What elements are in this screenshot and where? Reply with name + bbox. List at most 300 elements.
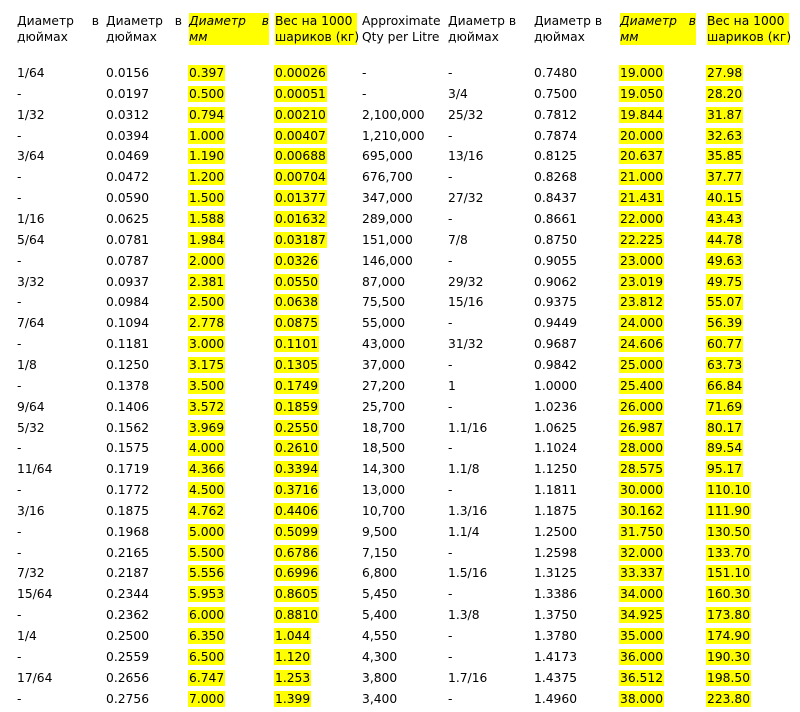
cell-inch-fraction: 17/64 — [17, 670, 53, 685]
cell-inch-fraction: - — [17, 545, 22, 560]
cell-diameter-mm-2: 22.225 — [620, 232, 664, 247]
cell-qty-per-litre: 1,210,000 — [362, 128, 425, 143]
header-word: в — [91, 14, 99, 28]
cell-qty-per-litre: 7,150 — [362, 545, 398, 560]
header-line-1 — [189, 13, 269, 29]
cell-qty-per-litre: 347,000 — [362, 191, 413, 206]
cell-inch-decimal-2: 0.9687 — [534, 337, 578, 352]
header-line-2: дюймах — [448, 30, 499, 44]
cell-weight-per-1000-2: 174.90 — [707, 629, 751, 643]
cell-weight-per-1000: 0.1749 — [275, 378, 319, 393]
header-line-1 — [620, 13, 696, 29]
header-word: Диаметр — [17, 14, 74, 28]
cell-weight-per-1000-2: 63.73 — [707, 357, 743, 372]
cell-diameter-mm-2: 28.000 — [620, 441, 664, 456]
cell-qty-per-litre: 18,700 — [362, 420, 406, 435]
cell-weight-per-1000: 0.01377 — [275, 191, 326, 206]
column-header-qty-per-litre — [362, 13, 442, 45]
cell-inch-fraction: - — [17, 378, 22, 393]
cell-weight-per-1000: 0.1859 — [275, 399, 319, 414]
cell-diameter-mm-2: 25.000 — [620, 357, 664, 372]
cell-inch-fraction-2: 7/8 — [448, 232, 468, 247]
cell-inch-decimal-2: 1.4173 — [534, 649, 578, 664]
cell-weight-per-1000-2: 56.39 — [707, 316, 743, 331]
cell-qty-per-litre: 3,800 — [362, 670, 398, 685]
cell-inch-decimal-2: 0.8437 — [534, 191, 578, 206]
header-word: в — [688, 14, 696, 28]
header-line-2: мм — [620, 29, 696, 45]
cell-inch-decimal-2: 0.7812 — [534, 107, 578, 122]
column-header-inch-fraction-2 — [448, 13, 524, 45]
cell-diameter-mm: 0.794 — [189, 107, 225, 122]
cell-diameter-mm: 1.984 — [189, 232, 225, 247]
cell-inch-fraction: 1/16 — [17, 212, 45, 226]
cell-inch-decimal: 0.0394 — [106, 128, 150, 143]
header-line-1 — [106, 13, 182, 29]
cell-inch-fraction: - — [17, 608, 22, 623]
cell-weight-per-1000-2: 37.77 — [707, 170, 743, 185]
cell-qty-per-litre: 4,300 — [362, 649, 398, 664]
cell-diameter-mm: 3.572 — [189, 399, 225, 414]
cell-inch-fraction-2: - — [448, 587, 453, 602]
cell-inch-decimal-2: 1.4375 — [534, 670, 578, 685]
cell-weight-per-1000-2: 43.43 — [707, 212, 743, 226]
cell-inch-fraction-2: - — [448, 691, 453, 706]
cell-inch-fraction-2: 3/4 — [448, 86, 468, 101]
cell-diameter-mm-2: 23.812 — [620, 295, 664, 310]
cell-inch-fraction: - — [17, 649, 22, 664]
cell-weight-per-1000-2: 28.20 — [707, 86, 743, 101]
cell-inch-fraction-2: - — [448, 66, 453, 80]
cell-diameter-mm: 1.200 — [189, 170, 225, 185]
cell-inch-fraction: - — [17, 191, 22, 206]
cell-inch-decimal-2: 1.3386 — [534, 587, 578, 602]
cell-weight-per-1000: 0.2550 — [275, 420, 319, 435]
cell-inch-decimal-2: 1.1811 — [534, 483, 578, 497]
cell-weight-per-1000-2: 89.54 — [707, 441, 743, 456]
cell-diameter-mm-2: 30.162 — [620, 503, 664, 518]
cell-qty-per-litre: 75,500 — [362, 295, 406, 310]
cell-qty-per-litre: - — [362, 86, 367, 101]
cell-weight-per-1000-2: 80.17 — [707, 420, 743, 435]
cell-inch-decimal: 0.1406 — [106, 399, 150, 414]
cell-inch-decimal: 0.2559 — [106, 649, 150, 664]
cell-weight-per-1000: 0.00704 — [275, 170, 326, 185]
cell-inch-fraction-2: - — [448, 170, 453, 185]
cell-weight-per-1000-2: 27.98 — [707, 66, 743, 80]
cell-diameter-mm: 1.000 — [189, 128, 225, 143]
cell-inch-fraction-2: - — [448, 545, 453, 560]
cell-inch-fraction: 11/64 — [17, 462, 53, 477]
cell-inch-fraction: - — [17, 441, 22, 456]
cell-inch-decimal: 0.0984 — [106, 295, 150, 310]
cell-diameter-mm-2: 26.987 — [620, 420, 664, 435]
cell-diameter-mm-2: 34.925 — [620, 608, 664, 623]
cell-diameter-mm: 6.350 — [189, 629, 225, 643]
cell-diameter-mm-2: 23.000 — [620, 253, 664, 268]
cell-inch-decimal: 0.0625 — [106, 212, 150, 226]
cell-weight-per-1000-2: 31.87 — [707, 107, 743, 122]
cell-inch-decimal-2: 0.9842 — [534, 357, 578, 372]
header-line-1: Вес на 1000 — [275, 13, 357, 29]
cell-weight-per-1000-2: 66.84 — [707, 378, 743, 393]
cell-qty-per-litre: 4,550 — [362, 629, 398, 643]
header-line-2: шариков (кг) — [275, 30, 360, 44]
cell-weight-per-1000: 1.120 — [275, 649, 311, 664]
cell-weight-per-1000-2: 32.63 — [707, 128, 743, 143]
cell-inch-fraction: - — [17, 524, 22, 539]
cell-weight-per-1000: 0.00407 — [275, 128, 326, 143]
header-word: Диаметр — [106, 14, 163, 28]
cell-diameter-mm-2: 28.575 — [620, 462, 664, 477]
cell-inch-decimal: 0.2165 — [106, 545, 150, 560]
cell-inch-fraction: - — [17, 337, 22, 352]
cell-inch-decimal-2: 1.2598 — [534, 545, 578, 560]
cell-weight-per-1000-2: 49.63 — [707, 253, 743, 268]
cell-weight-per-1000: 0.00210 — [275, 107, 326, 122]
cell-inch-decimal: 0.0590 — [106, 191, 150, 206]
column-header-inch-fraction — [17, 13, 99, 45]
header-word: Диаметр — [620, 14, 677, 28]
cell-diameter-mm: 0.397 — [189, 66, 225, 80]
header-line-1: Вес на 1000 — [707, 13, 789, 29]
cell-qty-per-litre: 9,500 — [362, 524, 398, 539]
cell-diameter-mm-2: 23.019 — [620, 274, 664, 289]
cell-weight-per-1000-2: 173.80 — [707, 608, 751, 623]
cell-inch-decimal-2: 0.8750 — [534, 232, 578, 247]
cell-qty-per-litre: 146,000 — [362, 253, 413, 268]
cell-weight-per-1000: 0.01632 — [275, 212, 326, 226]
cell-diameter-mm-2: 38.000 — [620, 691, 664, 706]
cell-weight-per-1000: 1.253 — [275, 670, 311, 685]
cell-inch-decimal-2: 1.4960 — [534, 691, 578, 706]
cell-inch-fraction-2: - — [448, 357, 453, 372]
cell-inch-decimal: 0.2344 — [106, 587, 150, 602]
cell-diameter-mm-2: 33.337 — [620, 566, 664, 581]
cell-qty-per-litre: 43,000 — [362, 337, 406, 352]
cell-inch-decimal-2: 0.9062 — [534, 274, 578, 289]
column-header-inch-decimal-2 — [534, 13, 614, 45]
cell-weight-per-1000: 0.6786 — [275, 545, 319, 560]
cell-diameter-mm: 3.969 — [189, 420, 225, 435]
cell-inch-decimal-2: 1.2500 — [534, 524, 578, 539]
cell-diameter-mm-2: 22.000 — [620, 212, 664, 226]
cell-inch-decimal: 0.1094 — [106, 316, 150, 331]
header-line-1: Диаметр в — [448, 14, 517, 28]
cell-qty-per-litre: 37,000 — [362, 357, 406, 372]
cell-inch-fraction: - — [17, 128, 22, 143]
cell-inch-fraction: - — [17, 295, 22, 310]
cell-weight-per-1000-2: 40.15 — [707, 191, 743, 206]
cell-diameter-mm-2: 24.606 — [620, 337, 664, 352]
cell-inch-fraction-2: - — [448, 399, 453, 414]
cell-diameter-mm: 2.000 — [189, 253, 225, 268]
cell-inch-fraction-2: - — [448, 128, 453, 143]
cell-inch-decimal: 0.2362 — [106, 608, 150, 623]
cell-inch-decimal-2: 1.1024 — [534, 441, 578, 456]
cell-diameter-mm-2: 24.000 — [620, 316, 664, 331]
cell-diameter-mm: 1.190 — [189, 149, 225, 164]
cell-inch-decimal: 0.2656 — [106, 670, 150, 685]
cell-diameter-mm-2: 32.000 — [620, 545, 664, 560]
cell-weight-per-1000: 0.3716 — [275, 483, 319, 497]
cell-inch-fraction-2: 13/16 — [448, 149, 484, 164]
cell-qty-per-litre: 676,700 — [362, 170, 413, 185]
cell-weight-per-1000-2: 151.10 — [707, 566, 751, 581]
cell-inch-fraction-2: - — [448, 316, 453, 331]
cell-inch-fraction: 3/64 — [17, 149, 45, 164]
cell-qty-per-litre: 10,700 — [362, 503, 406, 518]
cell-weight-per-1000-2: 71.69 — [707, 399, 743, 414]
cell-inch-fraction: - — [17, 483, 22, 497]
cell-inch-decimal: 0.1968 — [106, 524, 150, 539]
cell-qty-per-litre: 3,400 — [362, 691, 398, 706]
cell-weight-per-1000-2: 44.78 — [707, 232, 743, 247]
cell-qty-per-litre: 25,700 — [362, 399, 406, 414]
cell-inch-fraction: 1/4 — [17, 629, 37, 643]
cell-diameter-mm: 2.500 — [189, 295, 225, 310]
cell-qty-per-litre: 13,000 — [362, 483, 406, 497]
cell-diameter-mm-2: 36.512 — [620, 670, 664, 685]
cell-diameter-mm: 4.762 — [189, 503, 225, 518]
cell-diameter-mm: 6.000 — [189, 608, 225, 623]
cell-diameter-mm: 5.000 — [189, 524, 225, 539]
cell-inch-fraction-2: - — [448, 253, 453, 268]
header-word: Диаметр — [189, 14, 246, 28]
cell-diameter-mm: 2.778 — [189, 316, 225, 331]
cell-inch-fraction-2: 1.1/4 — [448, 524, 480, 539]
cell-weight-per-1000: 0.0638 — [275, 295, 319, 310]
cell-diameter-mm-2: 21.431 — [620, 191, 664, 206]
cell-qty-per-litre: 695,000 — [362, 149, 413, 164]
cell-inch-decimal: 0.0472 — [106, 170, 150, 185]
cell-diameter-mm: 4.000 — [189, 441, 225, 456]
cell-inch-decimal: 0.0787 — [106, 253, 150, 268]
cell-inch-decimal: 0.2756 — [106, 691, 150, 706]
cell-inch-decimal-2: 1.0000 — [534, 378, 578, 393]
cell-inch-decimal: 0.1250 — [106, 357, 150, 372]
cell-diameter-mm: 6.747 — [189, 670, 225, 685]
header-line-1: Approximate — [362, 14, 441, 28]
column-header-diameter-mm-2 — [620, 13, 696, 45]
cell-diameter-mm: 4.366 — [189, 462, 225, 477]
cell-diameter-mm-2: 30.000 — [620, 483, 664, 497]
cell-weight-per-1000: 0.6996 — [275, 566, 319, 581]
cell-inch-fraction: - — [17, 691, 22, 706]
cell-inch-decimal: 0.0469 — [106, 149, 150, 164]
cell-inch-decimal: 0.1719 — [106, 462, 150, 477]
cell-diameter-mm-2: 20.637 — [620, 149, 664, 164]
cell-diameter-mm-2: 31.750 — [620, 524, 664, 539]
column-header-diameter-mm — [189, 13, 269, 45]
cell-inch-fraction: 3/32 — [17, 274, 45, 289]
cell-inch-fraction: - — [17, 86, 22, 101]
cell-diameter-mm-2: 19.000 — [620, 66, 664, 80]
cell-inch-decimal-2: 0.8661 — [534, 212, 578, 226]
header-line-2: мм — [189, 29, 269, 45]
cell-inch-fraction-2: 1.7/16 — [448, 670, 488, 685]
cell-inch-fraction-2: 1.3/16 — [448, 503, 488, 518]
cell-inch-fraction: - — [17, 170, 22, 185]
cell-qty-per-litre: 55,000 — [362, 316, 406, 331]
cell-inch-fraction-2: 25/32 — [448, 107, 484, 122]
cell-inch-fraction: 15/64 — [17, 587, 53, 602]
cell-qty-per-litre: 5,400 — [362, 608, 398, 623]
header-line-2: Qty per Litre — [362, 30, 440, 44]
cell-inch-fraction: 7/32 — [17, 566, 45, 581]
cell-inch-decimal-2: 1.1875 — [534, 503, 578, 518]
cell-inch-fraction-2: 1.3/8 — [448, 608, 480, 623]
cell-diameter-mm-2: 19.050 — [620, 86, 664, 101]
cell-weight-per-1000-2: 111.90 — [707, 503, 751, 518]
cell-weight-per-1000: 0.0875 — [275, 316, 319, 331]
cell-weight-per-1000: 0.3394 — [275, 462, 319, 477]
cell-inch-decimal-2: 1.3780 — [534, 629, 578, 643]
cell-weight-per-1000-2: 130.50 — [707, 524, 751, 539]
cell-weight-per-1000: 0.8810 — [275, 608, 319, 623]
cell-inch-decimal-2: 1.0625 — [534, 420, 578, 435]
header-word: в — [261, 14, 269, 28]
cell-inch-fraction: 7/64 — [17, 316, 45, 331]
cell-diameter-mm: 3.175 — [189, 357, 225, 372]
cell-inch-decimal: 0.2187 — [106, 566, 150, 581]
header-line-2: дюймах — [106, 30, 157, 44]
cell-inch-fraction-2: - — [448, 649, 453, 664]
cell-diameter-mm-2: 35.000 — [620, 629, 664, 643]
cell-qty-per-litre: 87,000 — [362, 274, 406, 289]
cell-inch-decimal-2: 0.7480 — [534, 66, 578, 80]
column-header-weight-per-1000-2 — [707, 13, 792, 45]
cell-weight-per-1000-2: 110.10 — [707, 483, 751, 497]
cell-weight-per-1000-2: 95.17 — [707, 462, 743, 477]
cell-inch-decimal: 0.1181 — [106, 337, 150, 352]
cell-inch-decimal: 0.1562 — [106, 420, 150, 435]
cell-inch-decimal-2: 0.8125 — [534, 149, 578, 164]
cell-inch-decimal-2: 0.8268 — [534, 170, 578, 185]
cell-weight-per-1000: 0.1101 — [275, 337, 319, 352]
cell-inch-decimal: 0.1875 — [106, 503, 150, 518]
cell-weight-per-1000: 0.4406 — [275, 503, 319, 518]
cell-qty-per-litre: 5,450 — [362, 587, 398, 602]
header-line-2: дюймах — [534, 30, 585, 44]
cell-inch-fraction: 1/8 — [17, 357, 37, 372]
cell-diameter-mm: 3.500 — [189, 378, 225, 393]
cell-inch-fraction: 5/32 — [17, 420, 45, 435]
cell-inch-fraction: 3/16 — [17, 503, 45, 518]
header-word: в — [174, 14, 182, 28]
cell-inch-decimal: 0.1772 — [106, 483, 150, 497]
cell-inch-decimal: 0.0937 — [106, 274, 150, 289]
cell-inch-fraction-2: 27/32 — [448, 191, 484, 206]
cell-qty-per-litre: 27,200 — [362, 378, 406, 393]
cell-qty-per-litre: 18,500 — [362, 441, 406, 456]
cell-diameter-mm: 0.500 — [189, 86, 225, 101]
cell-inch-decimal-2: 0.7874 — [534, 128, 578, 143]
cell-qty-per-litre: 6,800 — [362, 566, 398, 581]
cell-weight-per-1000: 1.399 — [275, 691, 311, 706]
cell-diameter-mm: 3.000 — [189, 337, 225, 352]
cell-inch-fraction-2: - — [448, 629, 453, 643]
cell-inch-fraction-2: - — [448, 441, 453, 456]
cell-weight-per-1000-2: 223.80 — [707, 691, 751, 706]
cell-inch-fraction-2: 1 — [448, 378, 456, 393]
cell-weight-per-1000: 0.8605 — [275, 587, 319, 602]
cell-diameter-mm: 7.000 — [189, 691, 225, 706]
cell-weight-per-1000-2: 133.70 — [707, 545, 751, 560]
header-line-2: дюймах — [17, 30, 68, 44]
cell-weight-per-1000: 0.2610 — [275, 441, 319, 456]
cell-weight-per-1000-2: 55.07 — [707, 295, 743, 310]
cell-inch-fraction-2: 1.1/16 — [448, 420, 488, 435]
cell-inch-decimal: 0.2500 — [106, 629, 150, 643]
cell-diameter-mm: 5.500 — [189, 545, 225, 560]
cell-inch-fraction: 1/64 — [17, 66, 45, 80]
cell-weight-per-1000: 0.0550 — [275, 274, 319, 289]
cell-diameter-mm-2: 20.000 — [620, 128, 664, 143]
cell-weight-per-1000-2: 60.77 — [707, 337, 743, 352]
header-line-2: шариков (кг) — [707, 30, 792, 44]
cell-inch-fraction-2: 1.1/8 — [448, 462, 480, 477]
cell-qty-per-litre: 2,100,000 — [362, 107, 425, 122]
cell-weight-per-1000: 1.044 — [275, 629, 311, 643]
cell-inch-decimal-2: 0.9375 — [534, 295, 578, 310]
cell-diameter-mm: 4.500 — [189, 483, 225, 497]
cell-inch-fraction-2: - — [448, 483, 453, 497]
cell-inch-decimal-2: 0.7500 — [534, 86, 578, 101]
cell-weight-per-1000: 0.00026 — [275, 66, 326, 80]
cell-inch-fraction: 1/32 — [17, 107, 45, 122]
cell-inch-decimal: 0.0197 — [106, 86, 150, 101]
cell-inch-decimal: 0.0156 — [106, 66, 150, 80]
cell-inch-fraction-2: 29/32 — [448, 274, 484, 289]
cell-weight-per-1000: 0.00688 — [275, 149, 326, 164]
header-line-1: Диаметр в — [534, 14, 603, 28]
cell-inch-decimal-2: 0.9449 — [534, 316, 578, 331]
cell-qty-per-litre: 14,300 — [362, 462, 406, 477]
cell-diameter-mm: 6.500 — [189, 649, 225, 664]
cell-inch-fraction-2: 15/16 — [448, 295, 484, 310]
cell-inch-decimal: 0.1378 — [106, 378, 150, 393]
cell-diameter-mm: 5.556 — [189, 566, 225, 581]
cell-diameter-mm-2: 21.000 — [620, 170, 664, 185]
cell-inch-fraction: 9/64 — [17, 399, 45, 414]
cell-qty-per-litre: 151,000 — [362, 232, 413, 247]
header-line-1 — [17, 13, 99, 29]
cell-diameter-mm-2: 26.000 — [620, 399, 664, 414]
column-header-weight-per-1000 — [275, 13, 360, 45]
cell-diameter-mm-2: 36.000 — [620, 649, 664, 664]
cell-inch-decimal-2: 0.9055 — [534, 253, 578, 268]
cell-inch-decimal-2: 1.3125 — [534, 566, 578, 581]
cell-qty-per-litre: 289,000 — [362, 212, 413, 226]
cell-inch-fraction-2: - — [448, 212, 453, 226]
cell-inch-decimal: 0.0312 — [106, 107, 150, 122]
cell-diameter-mm: 5.953 — [189, 587, 225, 602]
cell-weight-per-1000: 0.00051 — [275, 86, 326, 101]
cell-inch-decimal-2: 1.1250 — [534, 462, 578, 477]
cell-diameter-mm-2: 34.000 — [620, 587, 664, 602]
cell-inch-decimal: 0.1575 — [106, 441, 150, 456]
cell-inch-decimal-2: 1.3750 — [534, 608, 578, 623]
cell-weight-per-1000: 0.5099 — [275, 524, 319, 539]
cell-weight-per-1000-2: 198.50 — [707, 670, 751, 685]
cell-inch-fraction: 5/64 — [17, 232, 45, 247]
cell-weight-per-1000-2: 49.75 — [707, 274, 743, 289]
cell-diameter-mm-2: 19.844 — [620, 107, 664, 122]
column-header-inch-decimal — [106, 13, 182, 45]
cell-diameter-mm: 1.500 — [189, 191, 225, 206]
cell-weight-per-1000-2: 35.85 — [707, 149, 743, 164]
